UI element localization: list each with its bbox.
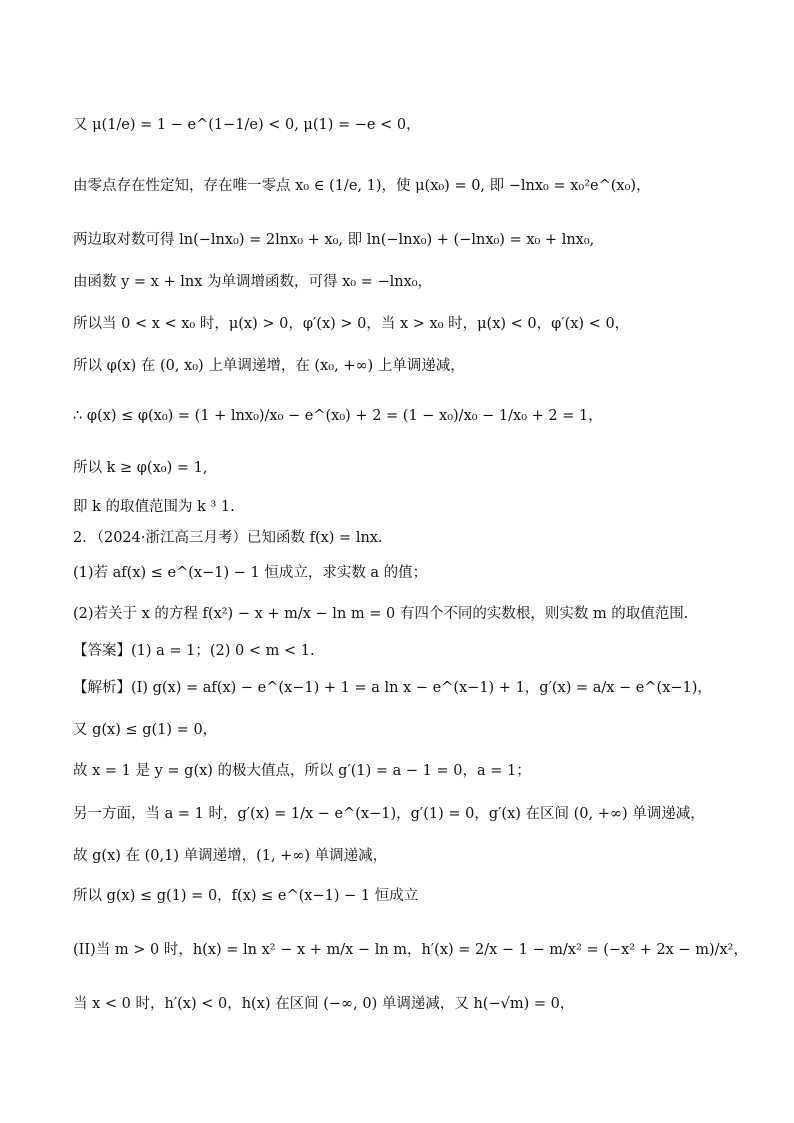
answer-line: 【答案】(1) a = 1；(2) 0 < m < 1. (73, 643, 315, 659)
text-line: (1)若 af(x) ≤ e^(x−1) − 1 恒成立，求实数 a 的值； (73, 565, 428, 581)
text-line: 又 g(x) ≤ g(1) = 0， (73, 722, 218, 738)
question-heading: 2．（2024·浙江高三月考）已知函数 f(x) = lnx. (73, 530, 383, 546)
text-line: 当 x < 0 时，h′(x) < 0，h(x) 在区间 (−∞, 0) 单调递减，又 h(−√m) = 0， (73, 996, 575, 1012)
text-line: 又 μ(1/e) = 1 − e^(1−1/e) < 0, μ(1) = −e < 0， (73, 117, 421, 133)
text-line: (II)当 m > 0 时，h(x) = ln x² − x + m/x − ln m，h′(x) = 2/x − 1 − m/x² = (−x² + 2x − m)/x²， (73, 942, 748, 958)
text-line: 另一方面，当 a = 1 时，g′(x) = 1/x − e^(x−1)，g′(1) = 0，g′(x) 在区间 (0, +∞) 单调递减， (73, 806, 705, 822)
text-line: 即 k 的取值范围为 k ³ 1. (73, 499, 235, 515)
analysis-line: 【解析】(I) g(x) = af(x) − e^(x−1) + 1 = a ln x − e^(x−1) + 1，g′(x) = a/x − e^(x−1)， (73, 680, 712, 696)
text-line: 所以当 0 < x < x₀ 时，μ(x) > 0，φ′(x) > 0，当 x > x₀ 时，μ(x) < 0，φ′(x) < 0， (73, 316, 630, 332)
text-line: 由函数 y = x + lnx 为单调增函数，可得 x₀ = −lnx₀， (73, 274, 433, 290)
text-line: 由零点存在性定知，存在唯一零点 x₀ ∈ (1/e, 1)，使 μ(x₀) = 0, 即 −lnx₀ = x₀²e^(x₀)， (73, 178, 651, 194)
text-line: 两边取对数可得 ln(−lnx₀) = 2lnx₀ + x₀, 即 ln(−lnx₀) + (−lnx₀) = x₀ + lnx₀, (73, 232, 595, 248)
text-line: 所以 k ≥ φ(x₀) = 1, (73, 460, 208, 476)
text-line: (2)若关于 x 的方程 f(x²) − x + m/x − ln m = 0 有四个不同的实数根，则实数 m 的取值范围. (73, 606, 689, 622)
text-line: 所以 g(x) ≤ g(1) = 0，f(x) ≤ e^(x−1) − 1 恒成立 (73, 888, 419, 904)
text-line: 故 x = 1 是 y = g(x) 的极大值点，所以 g′(1) = a − 1 = 0，a = 1； (73, 763, 531, 779)
text-line: 故 g(x) 在 (0,1) 单调递增，(1, +∞) 单调递减， (73, 848, 388, 864)
text-line: ∴ φ(x) ≤ φ(x₀) = (1 + lnx₀)/x₀ − e^(x₀) + 2 = (1 − x₀)/x₀ − 1/x₀ + 2 = 1， (73, 408, 603, 424)
text-line: 所以 φ(x) 在 (0, x₀) 上单调递增，在 (x₀, +∞) 上单调递减， (73, 358, 465, 374)
